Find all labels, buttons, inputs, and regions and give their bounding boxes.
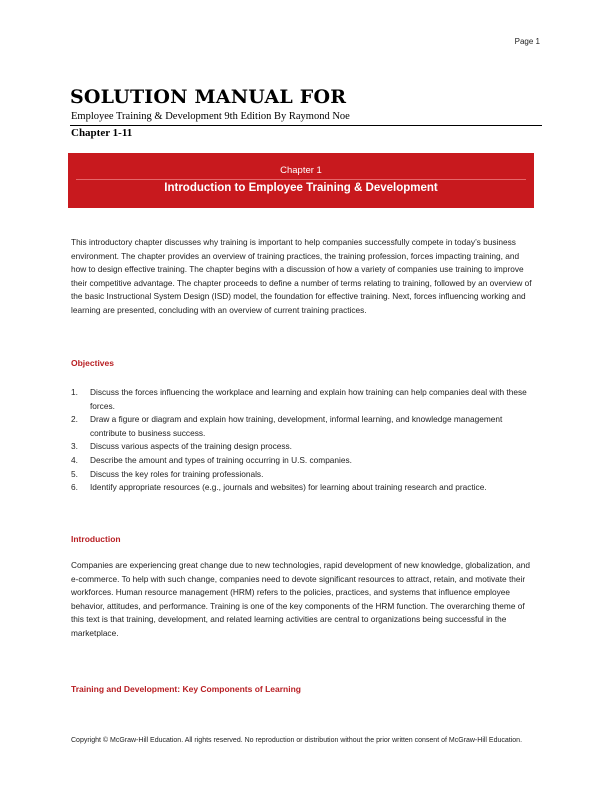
item-text: Discuss various aspects of the training design process. — [90, 441, 292, 452]
list-item — [71, 386, 533, 413]
list-item — [71, 413, 533, 440]
item-number: 5. — [71, 468, 78, 479]
item-text: Describe the amount and types of training occurring in U.S. companies. — [90, 454, 352, 465]
objectives-list — [71, 386, 533, 495]
list-item — [71, 454, 533, 468]
item-number: 6. — [71, 482, 78, 493]
item-text: Discuss the forces influencing the workplace and learning and explain how training can help companies deal with these forces. — [90, 387, 527, 411]
item-text: Discuss the key roles for training professionals. — [90, 468, 264, 479]
objectives-heading: Objectives — [71, 358, 114, 368]
item-number: 1. — [71, 387, 78, 397]
section-heading: Training and Development: Key Components of Learning — [71, 684, 301, 694]
item-text: Identify appropriate resources (e.g., journals and websites) for learning about training research and practice. — [90, 482, 487, 493]
introduction-paragraph: Companies are experiencing great change due to new technologies, rapid development of new knowledge, globalization, and e-commerce. To help with such change, companies need to devote significant resources to attract, retain, and motivate their workforces. Human resource management (HRM) refers to the policies, practices, and systems that influence employee behavior, attitudes, and performance. Training is one of the key components of the HRM function. The overarching theme of this text is that training, development, and related learning activities are central to organizations being successful in the marketplace. — [71, 560, 530, 638]
item-text: Draw a figure or diagram and explain how training, development, informal learning, and knowledge management contribute to business success. — [90, 414, 503, 438]
chapter-banner — [68, 153, 534, 208]
banner-chapter: Chapter 1 — [280, 165, 322, 176]
copyright-footer: Copyright © McGraw-Hill Education. All rights reserved. No reproduction or distribution without the prior written consent of McGraw-Hill Education. — [71, 737, 523, 744]
manual-title: SOLUTION MANUAL FOR — [70, 86, 347, 108]
item-number: 3. — [71, 441, 78, 452]
chapter-range: Chapter 1-11 — [71, 127, 133, 139]
list-item — [71, 481, 533, 495]
list-item — [71, 468, 533, 482]
page-number: Page 1 — [514, 37, 540, 46]
introduction-heading: Introduction — [71, 534, 121, 544]
intro-paragraph: This introductory chapter discusses why training is important to help companies successfully compete in today’s business environment. The chapter provides an overview of training practices, the training profession, forces impacting training, and how to design effective training. The chapter begins with a discussion of how a variety of companies use training to improve their competitive advantage. The chapter proceeds to define a number of terms relating to training, followed by an overview of the basic Instructional System Design (ISD) model, the foundation for effective training. Next, forces influencing working and learning are presented, concluding with an overview of current training practices. — [71, 237, 532, 315]
banner-title: Introduction to Employee Training & Development — [164, 182, 438, 194]
item-number: 4. — [71, 454, 78, 465]
header-rule — [70, 125, 542, 126]
banner-divider — [76, 179, 526, 180]
item-number: 2. — [71, 414, 78, 425]
manual-subtitle: Employee Training & Development 9th Edition By Raymond Noe — [71, 111, 350, 122]
list-item — [71, 440, 533, 454]
